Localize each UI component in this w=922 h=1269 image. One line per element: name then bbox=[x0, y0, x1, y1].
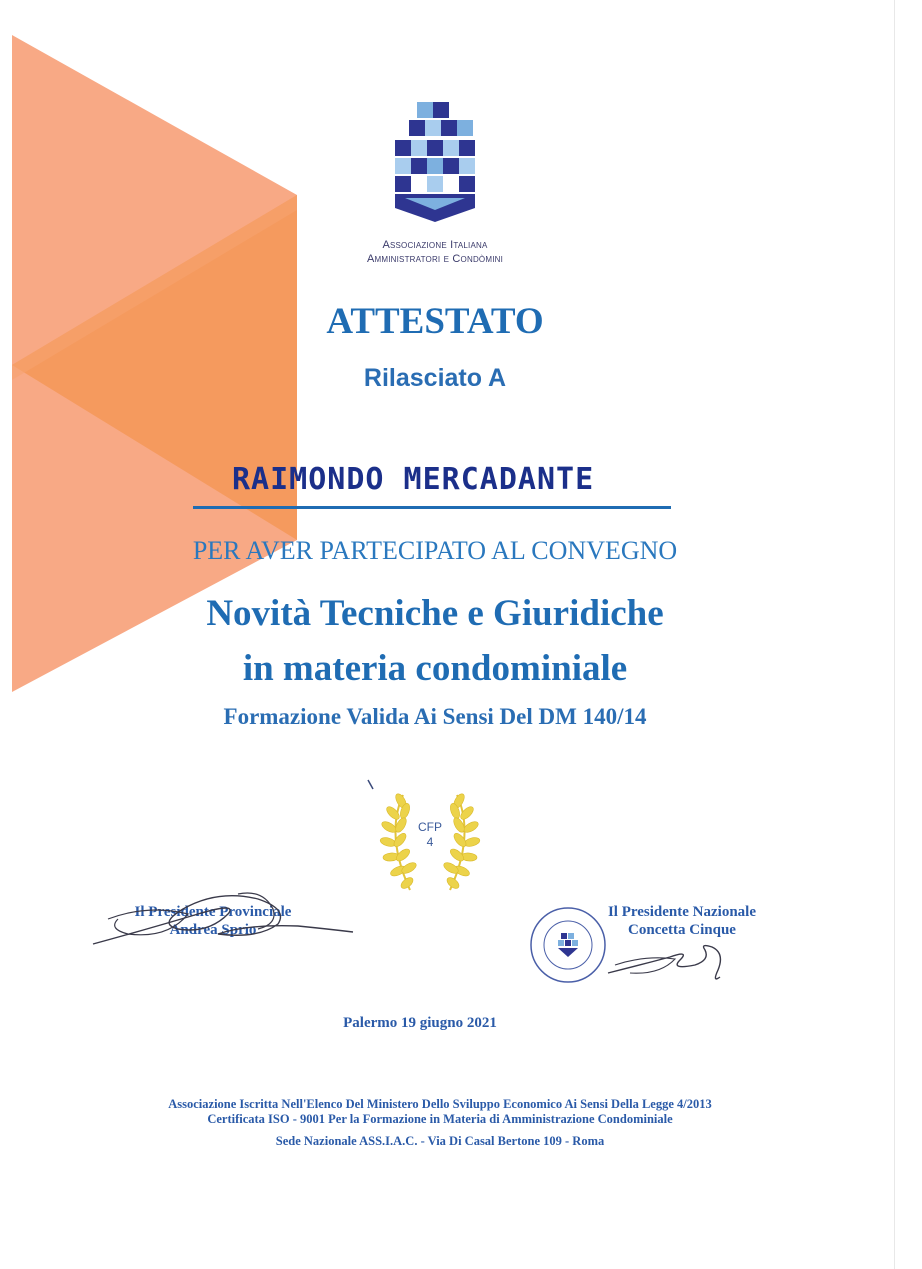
association-name-line1: Associazione Italiana bbox=[382, 239, 488, 251]
association-logo bbox=[385, 98, 485, 223]
left-signer-name: Andrea Sprio bbox=[169, 922, 257, 938]
association-name-line2: Amministratori e Condòmini bbox=[366, 253, 504, 265]
topic-line1: Novità Tecniche e Giuridiche bbox=[206, 593, 664, 634]
name-underline bbox=[193, 506, 671, 509]
certificate-title: ATTESTATO bbox=[326, 301, 544, 342]
right-signer-role: Il Presidente Nazionale bbox=[607, 904, 757, 920]
credits-badge bbox=[400, 820, 460, 850]
left-signer-role: Il Presidente Provinciale bbox=[134, 904, 292, 920]
footer-line2: Certificata ISO - 9001 Per la Formazione in Materia di Amministrazione Condominiale bbox=[207, 1112, 673, 1126]
association-name bbox=[330, 238, 540, 266]
footer-line1: Associazione Iscritta Nell'Elenco Del Ministero Dello Sviluppo Economico Ai Sensi Della Legge 4/2013 bbox=[168, 1097, 712, 1111]
credits-value: 4 bbox=[426, 835, 434, 849]
recipient-name: RAIMONDO MERCADANTE bbox=[232, 462, 595, 497]
validity-text: Formazione Valida Ai Sensi Del DM 140/14 bbox=[223, 704, 647, 729]
right-signature-block bbox=[582, 903, 782, 939]
place-and-date: Palermo 19 giugno 2021 bbox=[343, 1015, 497, 1031]
participation-text: PER AVER PARTECIPATO AL CONVEGNO bbox=[192, 536, 678, 565]
right-handwritten-signature bbox=[600, 935, 750, 985]
scan-edge bbox=[894, 0, 895, 1269]
credits-label: CFP bbox=[418, 820, 442, 834]
right-signer-name: Concetta Cinque bbox=[628, 922, 736, 938]
topic-line2: in materia condominiale bbox=[242, 648, 628, 689]
left-handwritten-signature bbox=[88, 884, 358, 954]
certificate-subtitle: Rilasciato A bbox=[363, 364, 507, 392]
footer-line3: Sede Nazionale ASS.I.A.C. - Via Di Casal Bertone 109 - Roma bbox=[275, 1134, 605, 1148]
